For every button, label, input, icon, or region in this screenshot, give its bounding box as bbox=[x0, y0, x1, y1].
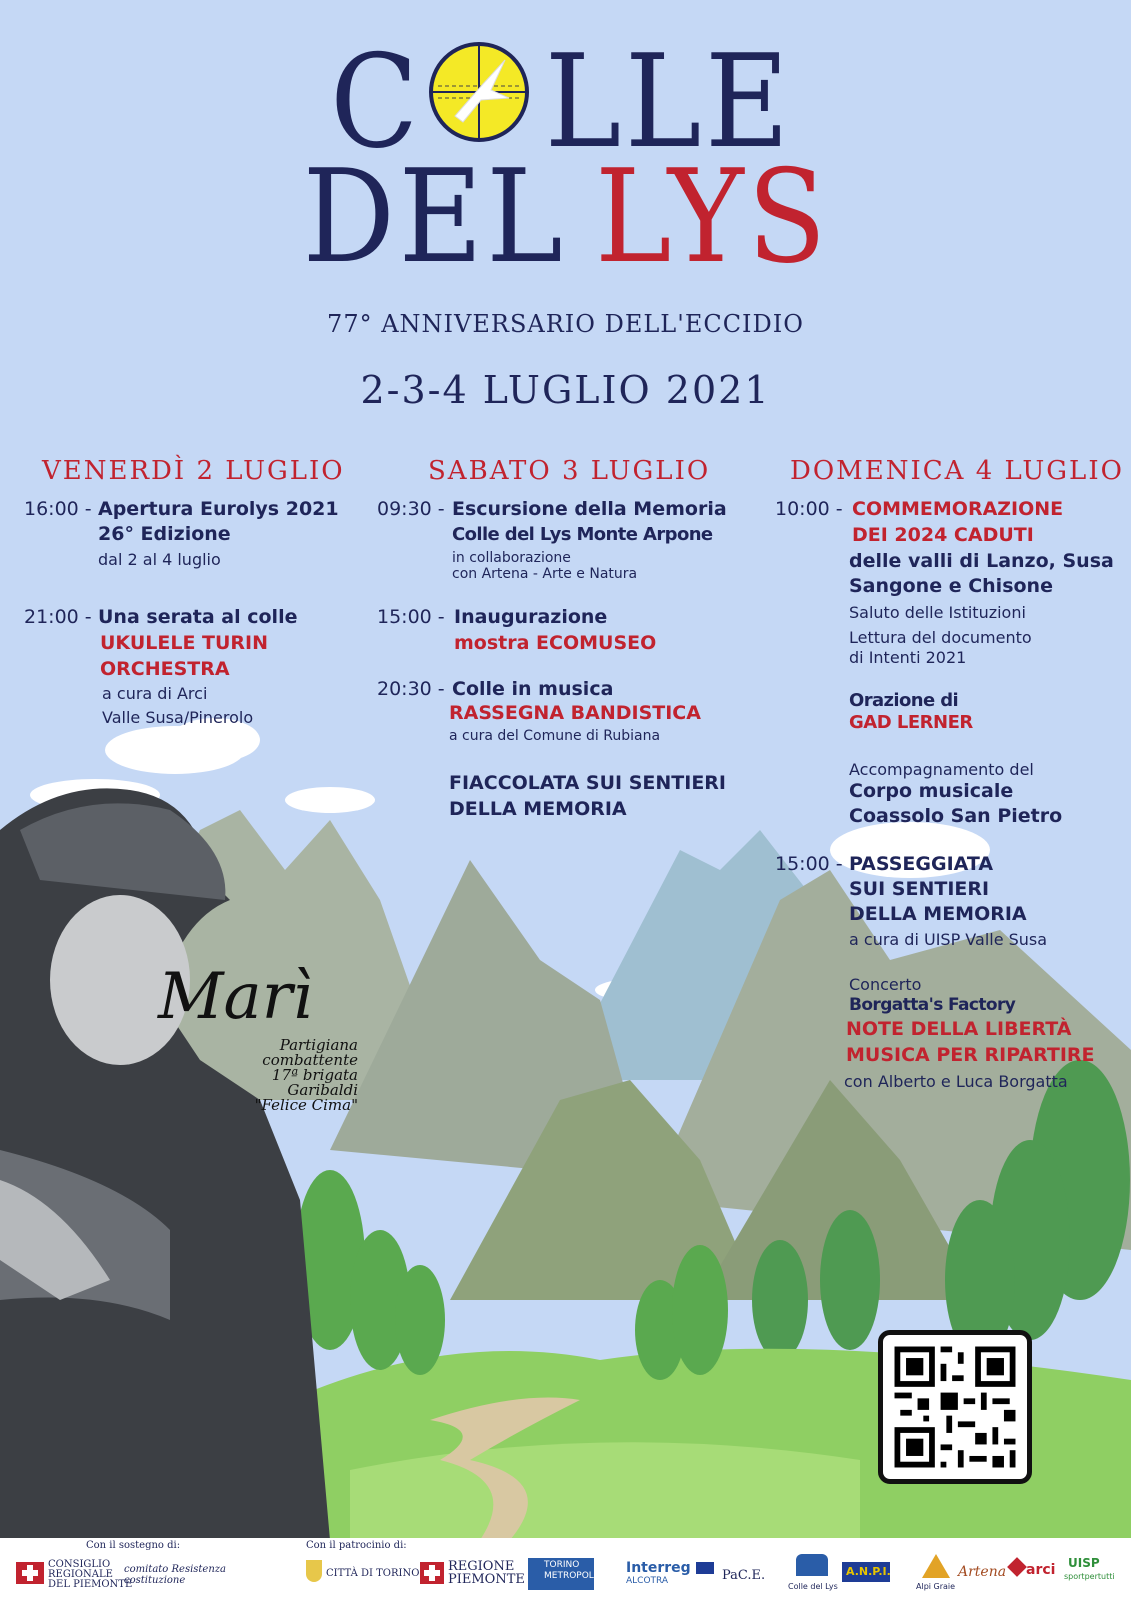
portrait-caption bbox=[228, 1038, 358, 1113]
event-note: con Artena - Arte e Natura bbox=[452, 566, 638, 582]
eu-flag-icon bbox=[696, 1562, 714, 1574]
event-note: in collaborazione bbox=[452, 550, 571, 566]
event-time: 21:00 - bbox=[24, 606, 92, 628]
event-time: 15:00 - bbox=[377, 606, 445, 628]
event-note: di Intenti 2021 bbox=[849, 648, 967, 667]
event-title: SUI SENTIERI bbox=[849, 878, 990, 900]
event-title: DELLA MEMORIA bbox=[849, 903, 1027, 925]
event-title: delle valli di Lanzo, Susa bbox=[849, 550, 1114, 572]
day-header-sunday: DOMENICA 4 LUGLIO bbox=[790, 456, 1124, 486]
day-header-saturday: SABATO 3 LUGLIO bbox=[428, 456, 711, 486]
handwritten-signature: Marì bbox=[158, 960, 313, 1034]
regione-piemonte-logo: REGIONE PIEMONTE bbox=[448, 1559, 525, 1587]
event-highlight: RASSEGNA BANDISTICA bbox=[449, 702, 701, 724]
regione-cross-icon bbox=[420, 1562, 444, 1584]
event-title: Inaugurazione bbox=[454, 606, 608, 628]
event-title: Orazione di bbox=[849, 690, 959, 711]
event-note: Accompagnamento del bbox=[849, 760, 1034, 779]
support-label: Con il sostegno di: bbox=[86, 1540, 181, 1551]
arci-star-icon bbox=[1007, 1557, 1027, 1577]
event-time: 20:30 - bbox=[377, 678, 445, 700]
event-highlight: ORCHESTRA bbox=[100, 658, 230, 680]
anniversary-subtitle: 77° ANNIVERSARIO DELL'ECCIDIO bbox=[327, 310, 804, 338]
event-title: Corpo musicale bbox=[849, 780, 1014, 802]
anpi-logo: A.N.P.I. bbox=[842, 1562, 890, 1582]
piemonte-cross-icon bbox=[16, 1562, 44, 1584]
consiglio-logo: CONSIGLIO REGIONALE DEL PIEMONTE bbox=[48, 1559, 133, 1590]
event-time: 10:00 - bbox=[775, 498, 843, 520]
parco-lake-icon bbox=[796, 1554, 828, 1576]
title-word-del: DEL bbox=[303, 143, 567, 292]
caption-line: Garibaldi bbox=[287, 1081, 358, 1099]
alpi-graie-mountain-icon bbox=[922, 1554, 950, 1578]
event-dates: 2-3-4 LUGLIO 2021 bbox=[360, 368, 771, 412]
event-highlight: COMMEMORAZIONE bbox=[852, 498, 1064, 520]
citta-torino-logo: CITTÀ DI TORINO bbox=[326, 1568, 420, 1579]
event-note: a cura del Comune di Rubiana bbox=[449, 728, 661, 744]
artena-logo: Artena bbox=[958, 1564, 1007, 1580]
sponsor-footer bbox=[0, 1538, 1131, 1600]
event-title: Sangone e Chisone bbox=[849, 575, 1053, 597]
uisp-tagline: sportpertutti bbox=[1064, 1572, 1115, 1581]
event-note: Valle Susa/Pinerolo bbox=[102, 708, 254, 727]
event-time: 16:00 - bbox=[24, 498, 92, 520]
comitato-logo: comitato Resistenza costituzione bbox=[124, 1564, 227, 1586]
interreg-logo: Interreg bbox=[626, 1560, 691, 1576]
event-note: Lettura del documento bbox=[849, 628, 1032, 647]
torino-crest-icon bbox=[306, 1560, 322, 1582]
event-title: Borgatta's Factory bbox=[849, 995, 1016, 1015]
patronage-label: Con il patrocinio di: bbox=[306, 1540, 407, 1551]
event-highlight: DEI 2024 CADUTI bbox=[852, 524, 1034, 546]
event-note: dal 2 al 4 luglio bbox=[98, 550, 221, 569]
event-title: Colle del Lys Monte Arpone bbox=[452, 524, 713, 545]
arci-logo: arci bbox=[1026, 1562, 1056, 1578]
event-title: Escursione della Memoria bbox=[452, 498, 727, 520]
event-title: PASSEGGIATA bbox=[849, 853, 994, 875]
event-note: a cura di UISP Valle Susa bbox=[849, 930, 1048, 949]
event-highlight: NOTE DELLA LIBERTÀ bbox=[846, 1018, 1072, 1040]
meadow-light bbox=[350, 1442, 860, 1540]
alpi-graie-label: Alpi Graie bbox=[916, 1582, 956, 1591]
event-highlight: MUSICA PER RIPARTIRE bbox=[846, 1044, 1095, 1066]
caption-line: Partigiana bbox=[279, 1036, 358, 1054]
event-highlight: UKULELE TURIN bbox=[100, 632, 269, 654]
event-title: DELLA MEMORIA bbox=[449, 798, 627, 820]
event-note: con Alberto e Luca Borgatta bbox=[844, 1072, 1068, 1091]
title-word-lys: LYS bbox=[594, 143, 830, 292]
uisp-logo: UISP bbox=[1068, 1556, 1100, 1570]
event-note: Concerto bbox=[849, 975, 922, 994]
event-highlight: mostra ECOMUSEO bbox=[454, 632, 657, 654]
event-note: a cura di Arci bbox=[102, 684, 208, 703]
parco-label: Colle del Lys bbox=[788, 1582, 838, 1591]
title-letter-c: C bbox=[329, 28, 422, 177]
event-title: FIACCOLATA SUI SENTIERI bbox=[449, 772, 727, 794]
event-time: 15:00 - bbox=[775, 853, 843, 875]
torino-metropoli-logo: TORINO METROPOLI bbox=[528, 1558, 594, 1590]
caption-line: "Felice Cima" bbox=[254, 1096, 358, 1114]
event-title: Colle in musica bbox=[452, 678, 614, 700]
event-title: 26° Edizione bbox=[98, 523, 231, 545]
qr-pattern bbox=[883, 1335, 1027, 1479]
caption-line: combattente bbox=[262, 1051, 358, 1069]
event-note: Saluto delle Istituzioni bbox=[849, 603, 1026, 622]
event-title-line1 bbox=[0, 28, 1131, 177]
caption-line: 17ª brigata bbox=[271, 1066, 358, 1084]
qr-code[interactable] bbox=[878, 1330, 1032, 1484]
event-title-line2 bbox=[0, 143, 1131, 292]
dove-logo-icon bbox=[429, 42, 529, 142]
event-title: Coassolo San Pietro bbox=[849, 805, 1063, 827]
title-letters-lle: LLE bbox=[544, 28, 793, 177]
event-title: Apertura Eurolys 2021 bbox=[98, 498, 339, 520]
pace-logo: PaC.E. bbox=[722, 1568, 766, 1583]
event-time: 09:30 - bbox=[377, 498, 445, 520]
day-header-friday: VENERDÌ 2 LUGLIO bbox=[42, 456, 345, 486]
event-title: Una serata al colle bbox=[98, 606, 298, 628]
event-highlight: GAD LERNER bbox=[849, 712, 973, 733]
alcotra-label: ALCOTRA bbox=[626, 1576, 669, 1586]
